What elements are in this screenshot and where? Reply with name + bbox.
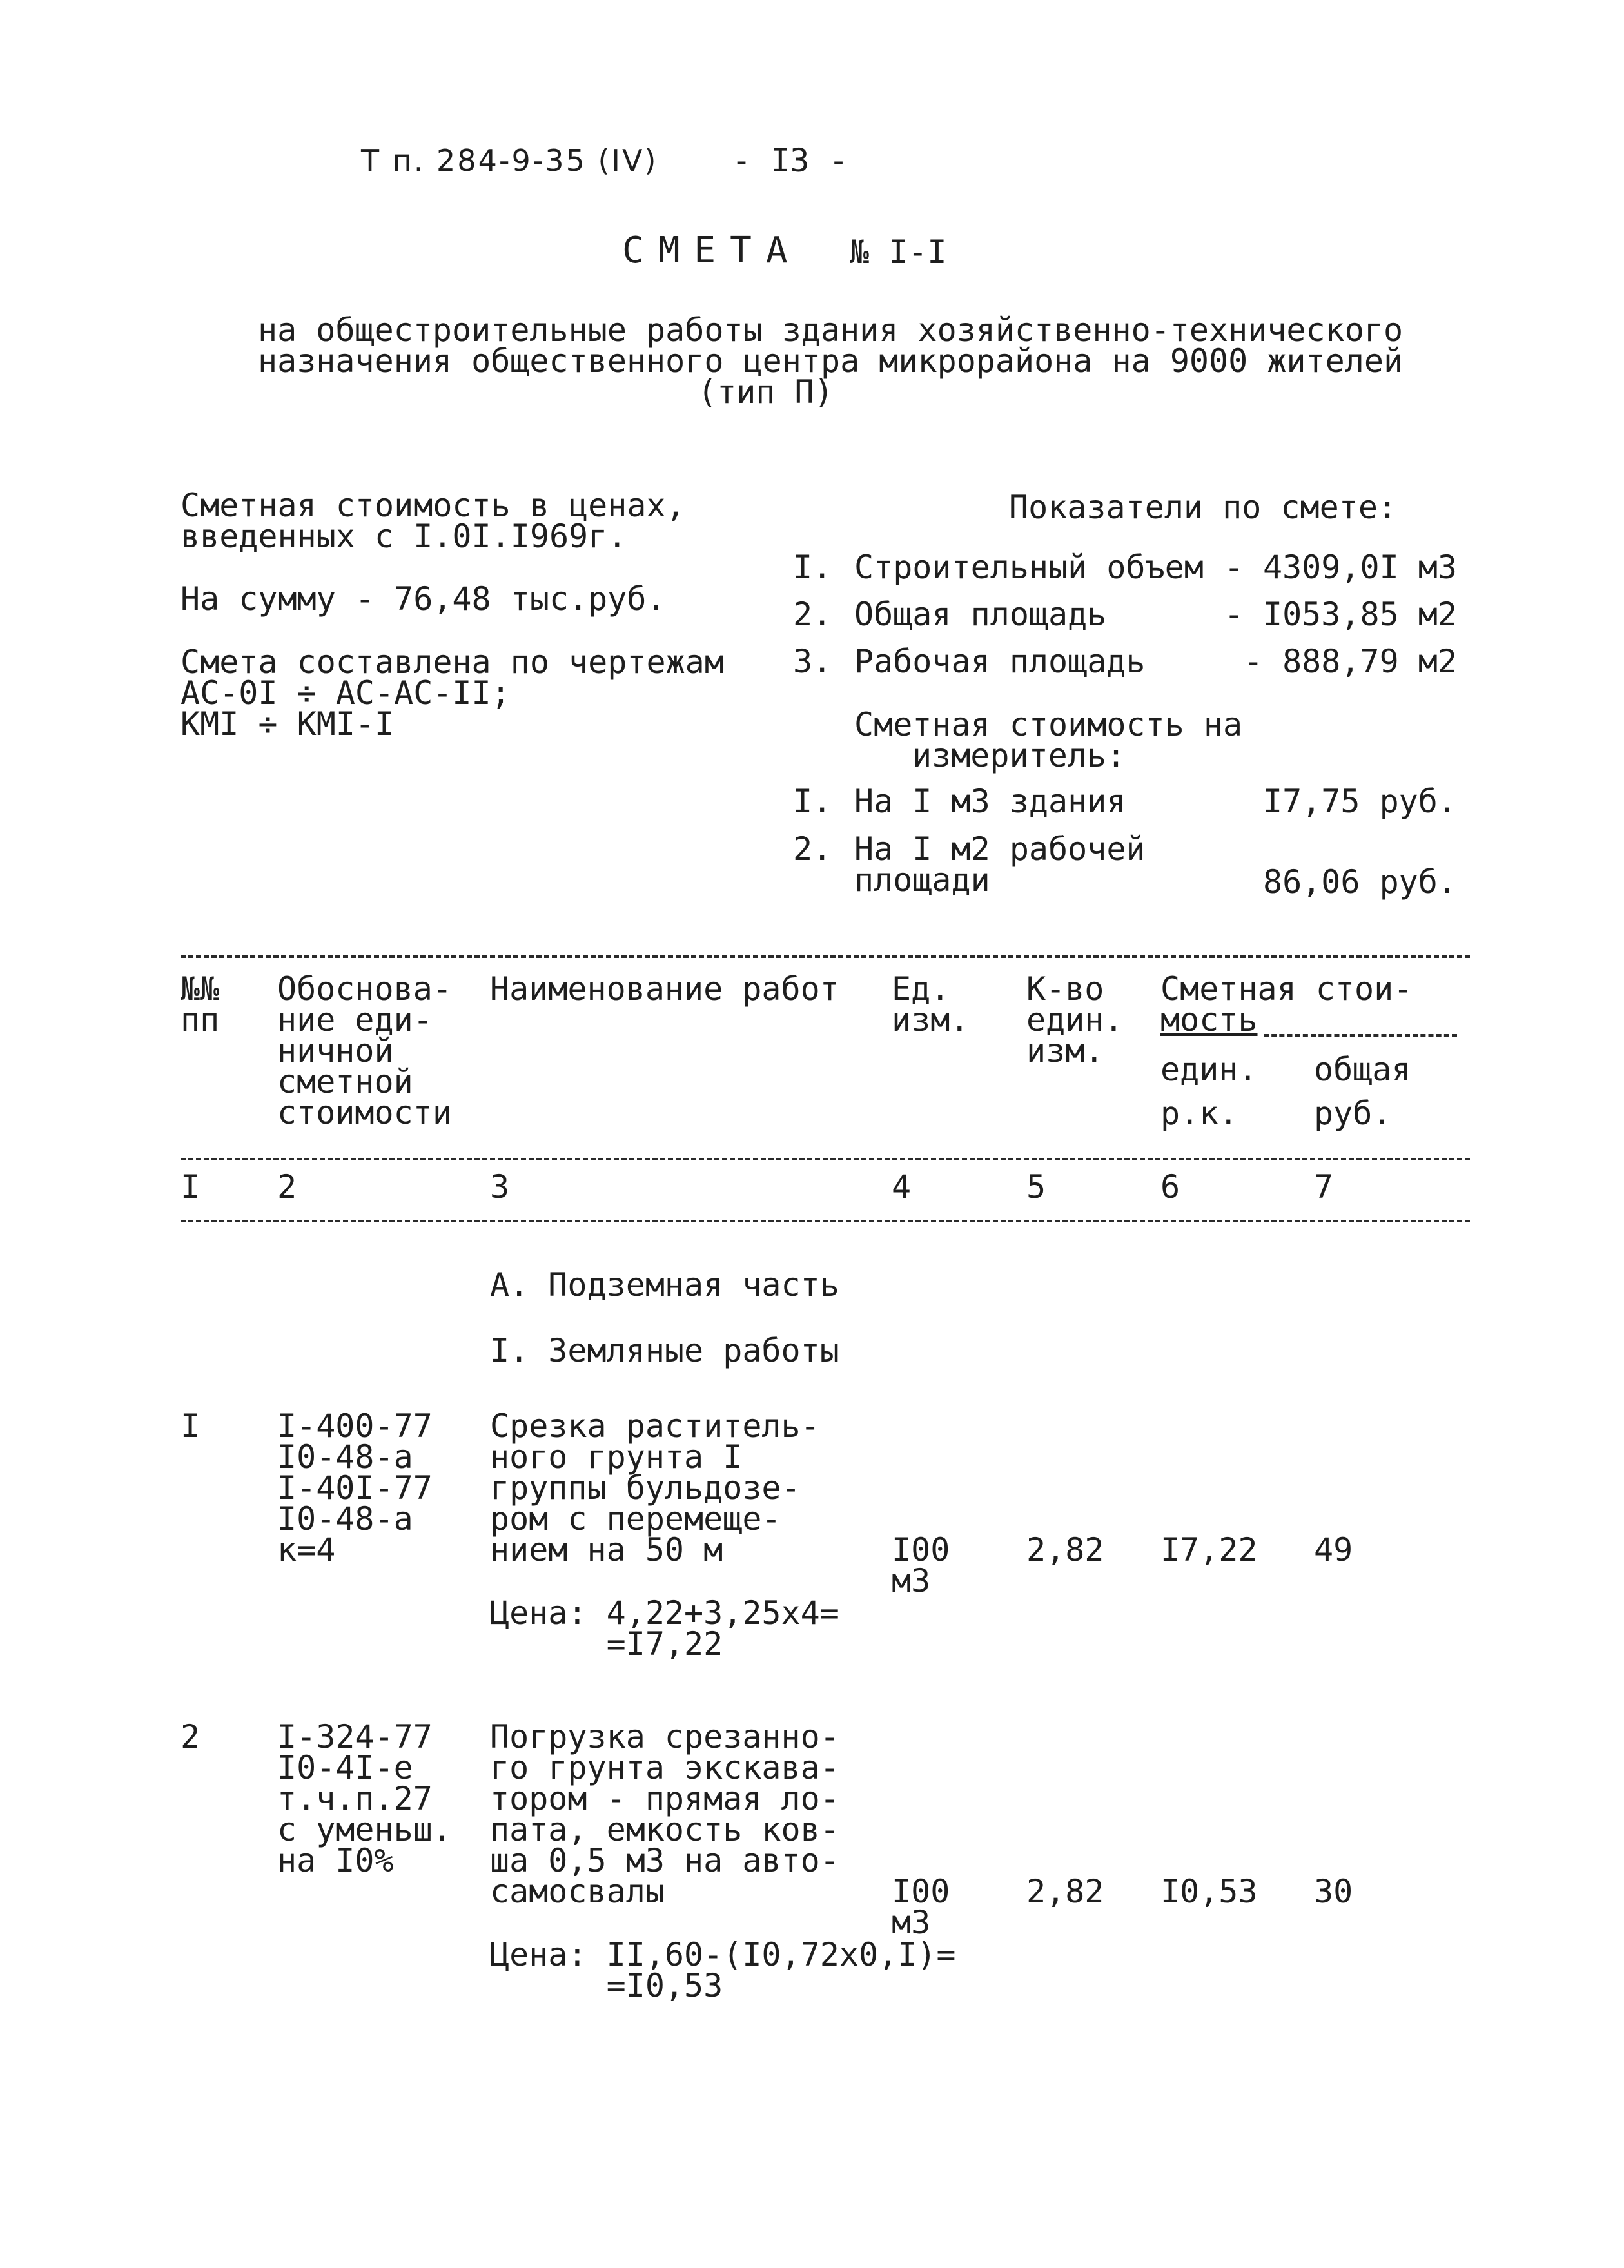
table-top-rule bbox=[181, 955, 1470, 958]
row-unit-cost: I7,22 bbox=[1160, 1531, 1258, 1569]
estimate-title: СМЕТА bbox=[622, 230, 802, 271]
header-cost-group: Сметная стои- bbox=[1160, 970, 1413, 1008]
indicator-value: - 4309,0I м3 bbox=[1224, 549, 1457, 586]
header-name: Наименование работ bbox=[490, 970, 839, 1008]
cost-basis-line: введенных с I.0I.I969г. bbox=[181, 518, 627, 555]
document-reference: Т п. 284-9-35 (IV) bbox=[361, 143, 658, 178]
cost-basis-line: Сметная стоимость в ценах, bbox=[181, 487, 685, 524]
row-name-line: Срезка раститель- bbox=[490, 1407, 820, 1445]
header-unit-cost-line: р.к. bbox=[1160, 1095, 1238, 1132]
row-unit-line: м3 bbox=[892, 1562, 931, 1599]
row-basis-line: на I0% bbox=[277, 1842, 394, 1879]
indicator-num: 3. bbox=[793, 643, 832, 680]
unit-cost-heading-line: Сметная стоимость на bbox=[854, 706, 1243, 743]
row-name-line: ша 0,5 м3 на авто- bbox=[490, 1842, 839, 1879]
row-price-line: =I7,22 bbox=[490, 1625, 723, 1663]
header-bottom-rule bbox=[181, 1158, 1470, 1160]
row-unit-line: м3 bbox=[892, 1904, 931, 1941]
row-basis-line: с уменьш. bbox=[277, 1811, 452, 1848]
row-name-line: самосвалы bbox=[490, 1873, 665, 1910]
subsection-title: I. Земляные работы bbox=[490, 1332, 839, 1369]
section-title: А. Подземная часть bbox=[490, 1266, 839, 1304]
total-sum: На сумму - 76,48 тыс.руб. bbox=[181, 580, 666, 618]
header-cost-rule bbox=[1264, 1034, 1457, 1037]
unit-cost-value: I7,75 руб. bbox=[1262, 783, 1457, 820]
row-basis-line: I0-48-а bbox=[277, 1438, 413, 1476]
column-numbers-rule bbox=[181, 1220, 1470, 1222]
row-price-line: Цена: 4,22+3,25х4= bbox=[490, 1594, 839, 1632]
row-name-line: ром с перемеще- bbox=[490, 1500, 781, 1538]
header-num-line: №№ bbox=[181, 970, 220, 1008]
row-name-line: ного грунта I bbox=[490, 1438, 743, 1476]
header-unit-line: изм. bbox=[892, 1001, 970, 1039]
column-number: 5 bbox=[1026, 1168, 1046, 1206]
row-basis-line: I0-4I-е bbox=[277, 1749, 413, 1786]
drawings-line: Смета составлена по чертежам bbox=[181, 643, 724, 681]
page-number: - I3 - bbox=[732, 142, 848, 179]
subtitle-line: назначения общественного центра микрорайона на 9000 жителей bbox=[258, 342, 1404, 380]
header-basis-line: стоимости bbox=[277, 1094, 452, 1131]
header-basis-line: Обоснова- bbox=[277, 970, 452, 1008]
unit-cost-num: 2. bbox=[793, 830, 832, 868]
column-number: 6 bbox=[1160, 1168, 1180, 1206]
header-cost-group-cont: мость bbox=[1160, 1001, 1258, 1039]
row-number: 2 bbox=[181, 1718, 201, 1755]
row-quantity: 2,82 bbox=[1026, 1531, 1104, 1569]
column-number: 4 bbox=[892, 1168, 912, 1206]
row-name-line: тором - прямая ло- bbox=[490, 1780, 839, 1817]
drawings-line: АС-0I ÷ АС-АС-II; bbox=[181, 674, 511, 712]
header-qty-line: един. bbox=[1026, 1001, 1124, 1039]
row-price-line: =I0,53 bbox=[490, 1967, 723, 2004]
header-unit-cost-line: един. bbox=[1160, 1051, 1258, 1088]
column-number: 7 bbox=[1314, 1168, 1334, 1206]
row-basis-line: I0-48-а bbox=[277, 1500, 413, 1538]
row-unit-cost: I0,53 bbox=[1160, 1873, 1258, 1910]
indicators-heading: Показатели по смете: bbox=[1009, 489, 1398, 526]
column-number: 2 bbox=[277, 1168, 297, 1206]
unit-cost-num: I. bbox=[793, 783, 832, 820]
indicator-num: 2. bbox=[793, 596, 832, 633]
header-qty-line: изм. bbox=[1026, 1032, 1104, 1070]
header-qty-line: К-во bbox=[1026, 970, 1104, 1008]
row-total-cost: 30 bbox=[1314, 1873, 1353, 1910]
unit-cost-label: площади bbox=[854, 861, 990, 899]
row-total-cost: 49 bbox=[1314, 1531, 1353, 1569]
header-basis-line: ничной bbox=[277, 1032, 394, 1070]
indicator-value: - 888,79 м2 bbox=[1243, 643, 1457, 680]
row-basis-line: т.ч.п.27 bbox=[277, 1780, 433, 1817]
subtitle-line: на общестроительные работы здания хозяйственно-технического bbox=[258, 311, 1404, 349]
row-unit-line: I00 bbox=[892, 1873, 950, 1910]
row-quantity: 2,82 bbox=[1026, 1873, 1104, 1910]
indicator-num: I. bbox=[793, 549, 832, 586]
unit-cost-value: 86,06 руб. bbox=[1262, 863, 1457, 901]
unit-cost-label: На I м2 рабочей bbox=[854, 830, 1146, 868]
header-total-cost-line: общая bbox=[1314, 1051, 1411, 1088]
header-basis-line: сметной bbox=[277, 1063, 413, 1100]
column-number: 3 bbox=[490, 1168, 510, 1206]
row-name-line: Погрузка срезанно- bbox=[490, 1718, 839, 1755]
header-total-cost-line: руб. bbox=[1314, 1095, 1392, 1132]
row-basis-line: I-40I-77 bbox=[277, 1469, 433, 1507]
indicator-label: Общая площадь bbox=[854, 596, 1107, 633]
row-name-line: нием на 50 м bbox=[490, 1531, 723, 1569]
indicator-label: Рабочая площадь bbox=[854, 643, 1146, 680]
row-price-line: Цена: II,60-(I0,72х0,I)= bbox=[490, 1936, 956, 1973]
indicator-label: Строительный объем bbox=[854, 549, 1204, 586]
row-unit-line: I00 bbox=[892, 1531, 950, 1569]
row-name-line: пата, емкость ков- bbox=[490, 1811, 839, 1848]
row-name-line: группы бульдозе- bbox=[490, 1469, 801, 1507]
row-basis-line: I-400-77 bbox=[277, 1407, 433, 1445]
row-name-line: го грунта экскава- bbox=[490, 1749, 839, 1786]
header-basis-line: ние еди- bbox=[277, 1001, 433, 1039]
row-basis-line: к=4 bbox=[277, 1531, 336, 1569]
column-number: I bbox=[181, 1168, 201, 1206]
row-number: I bbox=[181, 1407, 201, 1445]
indicator-value: - I053,85 м2 bbox=[1224, 596, 1457, 633]
unit-cost-label: На I м3 здания bbox=[854, 783, 1126, 820]
header-unit-line: Ед. bbox=[892, 970, 950, 1008]
unit-cost-heading-line: измеритель: bbox=[912, 737, 1126, 774]
estimate-number: № I-I bbox=[850, 233, 947, 271]
drawings-line: KMI ÷ KMI-I bbox=[181, 705, 395, 743]
subtitle-line: (тип П) bbox=[698, 373, 834, 411]
row-basis-line: I-324-77 bbox=[277, 1718, 433, 1755]
header-num-line: пп bbox=[181, 1001, 220, 1039]
